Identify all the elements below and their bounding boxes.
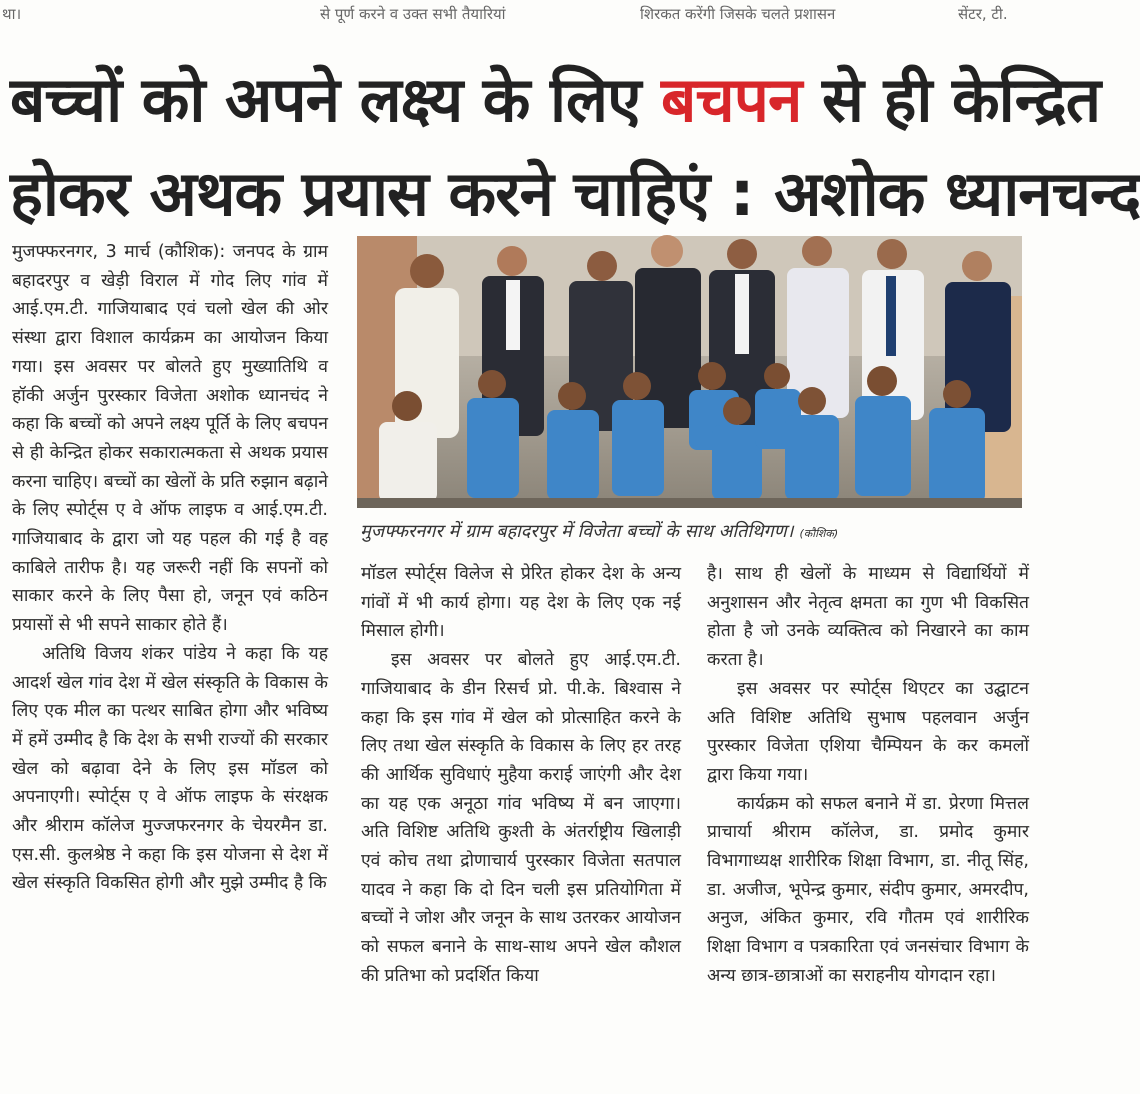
headline-part-after: से ही केन्द्रित xyxy=(801,63,1101,136)
paragraph: अतिथि विजय शंकर पांडेय ने कहा कि यह आदर्श खेल गांव देश में खेल संस्कृति के विकास के लिए एक मील का पत्थर साबित होगा और भविष्य में हमें उम्मीद है कि देश के सभी राज्यों की सरकार खेल को बढ़ावा देने के लिए इस मॉडल को अपनाएगी। स्पोर्ट्स ए वे ऑफ लाइफ के संरक्षक और श्रीराम कॉलेज मुज्जफरनगर के चेयरमैन डा. एस.सी. कुलश्रेष्ठ ने कहा कि इस योजना से देश में खेल संस्कृति विकसित होगी और मुझे उम्मीद है कि xyxy=(12,643,328,894)
paragraph: है। साथ ही खेलों के माध्यम से विद्यार्थियों में अनुशासन और नेतृत्व क्षमता का गुण भी विकसित होता है जो उनके व्यक्तित्व को निखारने का काम करता है। xyxy=(707,564,1029,671)
headline-highlight: बचपन xyxy=(660,63,802,136)
strip-text-4: सेंटर, टी. xyxy=(958,5,1008,23)
article-column-2 xyxy=(361,560,681,991)
paragraph: इस अवसर पर बोलते हुए आई.एम.टी. गाजियाबाद के डीन रिसर्च प्रो. पी.के. बिश्वास ने कहा कि इस गांव में खेल को प्रोत्साहित करने के लिए तथा खेल संस्कृति के विकास के लिए हर तरह की आर्थिक सुविधाएं मुहैया कराई जाएंगी और देश का यह एक अनूठा गांव भविष्य में बन जाएगा। अति विशिष्ट अतिथि कुश्ती के अंतर्राष्ट्रीय खिलाड़ी एवं कोच तथा द्रोणाचार्य पुरस्कार विजेता सतपाल यादव ने कहा कि दो दिन चली इस प्रतियोगिता में बच्चों ने जोश और जनून के साथ उतरकर आयोजन को सफल बनाने के साथ-साथ अपने खेल कौशल की प्रतिभा को प्रदर्शित किया xyxy=(361,650,681,986)
headline-line-1 xyxy=(10,62,1101,138)
caption-text: मुजफ्फरनगर में ग्राम बहादरपुर में विजेता बच्चों के साथ अतिथिगण। xyxy=(360,521,794,542)
group-photo-illustration xyxy=(357,236,1022,508)
photo-caption xyxy=(360,519,1040,549)
paragraph: मॉडल स्पोर्ट्स विलेज से प्रेरित होकर देश के अन्य गांवों में भी कार्य होगा। यह देश के लिए एक नई मिसाल होगी। xyxy=(361,564,681,642)
headline-line-2: होकर अथक प्रयास करने चाहिएं : अशोक ध्यानचन्द xyxy=(10,157,1140,230)
strip-text-1: था। xyxy=(2,5,22,23)
strip-text-2: से पूर्ण करने व उक्त सभी तैयारियां xyxy=(320,5,506,23)
paragraph: इस अवसर पर स्पोर्ट्स थिएटर का उद्घाटन अति विशिष्ट अतिथि सुभाष पहलवान अर्जुन पुरस्कार विजेता एशिया चैम्पियन के कर कमलों द्वारा किया गया। xyxy=(707,678,1029,785)
caption-credit: (कौशिक) xyxy=(799,527,839,540)
news-photo xyxy=(357,236,1022,508)
previous-article-strip xyxy=(0,0,1054,30)
headline-part-before: बच्चों को अपने लक्ष्य के लिए xyxy=(10,63,661,136)
paragraph: कार्यक्रम को सफल बनाने में डा. प्रेरणा मित्तल प्राचार्या श्रीराम कॉलेज, डा. प्रमोद कुमार विभागाध्यक्ष शारीरिक शिक्षा विभाग, डा. नीतू सिंह, डा. अजीज, भूपेन्द्र कुमार, संदीप कुमार, अमरदीप, अनुज, अंकित कुमार, रवि गौतम एवं शारीरिक शिक्षा विभाग व पत्रकारिता एवं जनसंचार विभाग के अन्य छात्र-छात्राओं का सराहनीय योगदान रहा। xyxy=(707,793,1029,986)
paragraph: मुजफ्फरनगर, 3 मार्च (कौशिक): जनपद के ग्राम बहादरपुर व खेड़ी विराल में गोद लिए गांव में आई.एम.टी. गाजियाबाद एवं चलो खेल की ओर संस्था द्वारा विशाल कार्यक्रम का आयोजन किया गया। इस अवसर पर बोलते हुए मुख्यातिथि व हॉकी अर्जुन पुरस्कार विजेता अशोक ध्यानचंद ने कहा कि बच्चों को अपने लक्ष्य पूर्ति के लिए बचपन से ही केन्द्रित होकर सकारात्मकता से अथक प्रयास करना चाहिए। बच्चों का खेलों के प्रति रुझान बढ़ाने के लिए स्पोर्ट्स ए वे ऑफ लाइफ व आई.एम.टी. गाजियाबाद के द्वारा जो यह पहल की गई है वह काबिले तारीफ है। यह जरूरी नहीं कि सपनों को साकार करने के लिए पैसा हो, जनून एवं कठिन प्रयासों से भी सपने साकार होते हैं। xyxy=(12,242,328,636)
strip-text-3: शिरकत करेंगी जिसके चलते प्रशासन xyxy=(640,5,836,23)
article-column-3 xyxy=(707,560,1029,991)
article-column-1 xyxy=(12,238,328,898)
